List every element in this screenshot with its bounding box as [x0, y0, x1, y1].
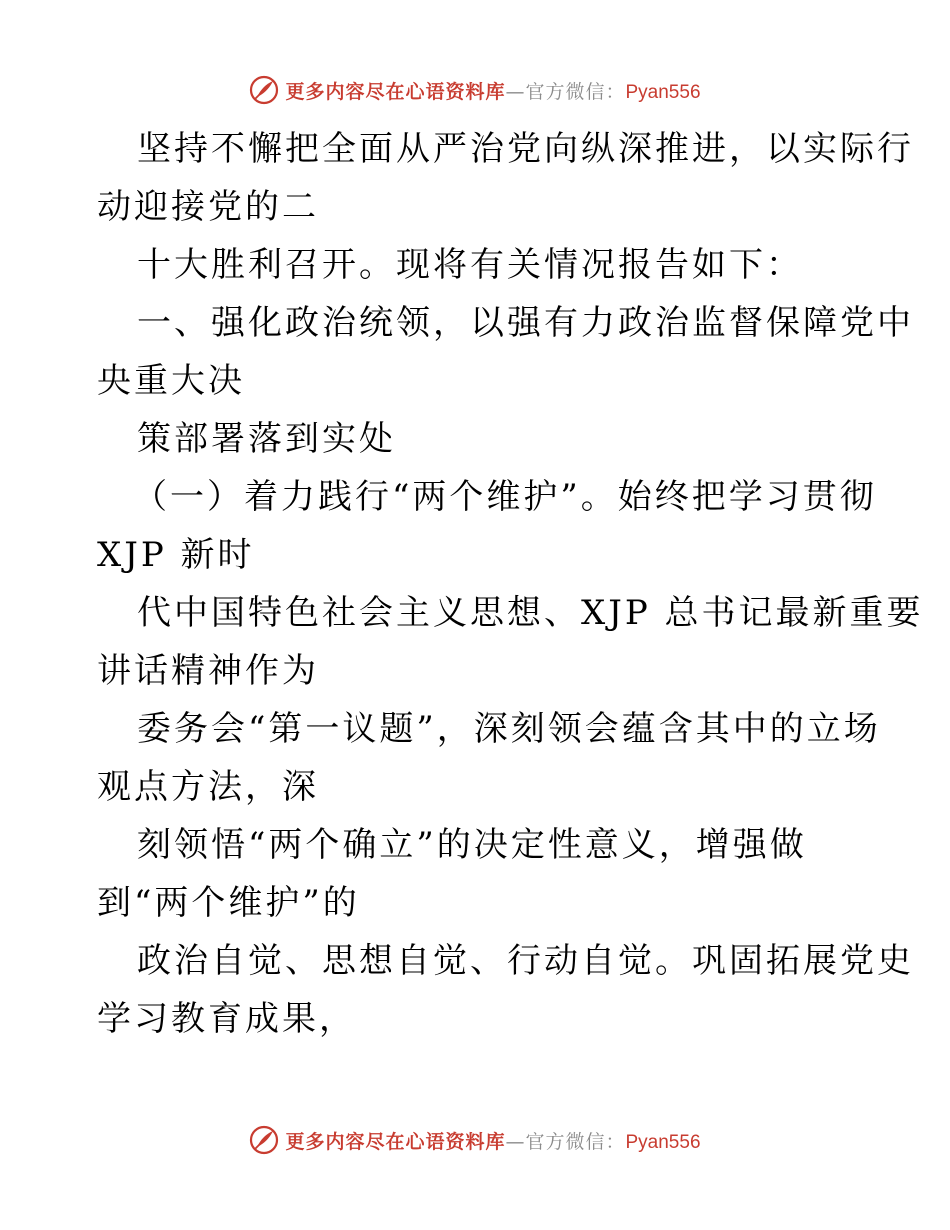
watermark-text — [285, 77, 700, 104]
feather-pen-icon — [249, 1125, 279, 1155]
header-watermark — [0, 70, 950, 110]
text-line: XJP 新时 — [97, 535, 255, 575]
watermark-sub-text: 官方微信： — [525, 80, 626, 103]
text-line: 一、强化政治统领，以强有力政治监督保障党中 — [137, 303, 914, 343]
text-line: （一）着力践行“两个维护”。始终把学习贯彻 — [133, 477, 877, 517]
text-line: 讲话精神作为 — [97, 651, 319, 691]
text-line: 到“两个维护”的 — [97, 883, 360, 923]
feather-pen-icon — [249, 75, 279, 105]
watermark-main-text: 更多内容尽在心语资料库 — [285, 1130, 506, 1153]
watermark-group — [249, 75, 700, 105]
watermark-text — [285, 1127, 700, 1154]
watermark-group — [249, 1125, 700, 1155]
watermark-main-text: 更多内容尽在心语资料库 — [285, 80, 506, 103]
watermark-wechat-id: Pyan556 — [625, 1131, 701, 1153]
text-line: 政治自觉、思想自觉、行动自觉。巩固拓展党史 — [137, 941, 914, 981]
text-line: 观点方法，深 — [97, 767, 319, 807]
watermark-separator: — — [505, 1130, 526, 1153]
text-line: 央重大决 — [97, 361, 245, 401]
text-line: 坚持不懈把全面从严治党向纵深推进，以实际行 — [137, 129, 914, 169]
text-line: 代中国特色社会主义思想、XJP 总书记最新重要 — [137, 593, 924, 633]
footer-watermark — [0, 1120, 950, 1160]
document-body — [97, 120, 924, 1048]
text-line: 策部署落到实处 — [137, 419, 396, 459]
watermark-sub-text: 官方微信： — [525, 1130, 626, 1153]
watermark-separator: — — [505, 80, 526, 103]
text-line: 动迎接党的二 — [97, 187, 319, 227]
text-line: 十大胜利召开。现将有关情况报告如下： — [137, 245, 803, 285]
watermark-wechat-id: Pyan556 — [625, 81, 701, 103]
text-line: 委务会“第一议题”，深刻领会蕴含其中的立场 — [137, 709, 881, 749]
text-line: 学习教育成果， — [97, 999, 356, 1039]
text-line: 刻领悟“两个确立”的决定性意义，增强做 — [137, 825, 807, 865]
